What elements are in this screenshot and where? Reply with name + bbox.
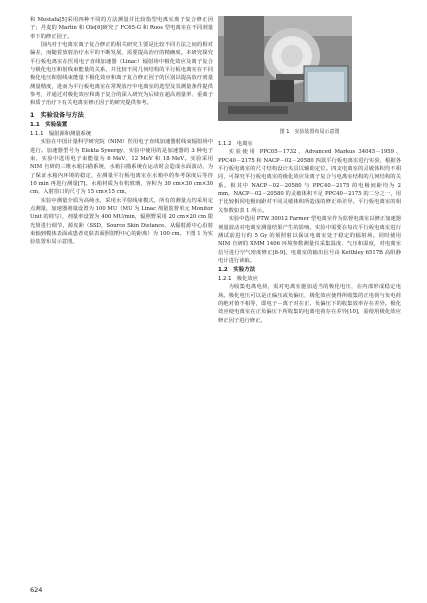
left-column <box>30 16 213 247</box>
paragraph: 实验使用 PPC05－1732、Advanced Markus 34045－1959、PPC40－2175 和 NACP－02－20580 四款平行板电离室进行实验，根据各平行板电离室的尺寸结构设计夹具以辅助定位。四支电离室的灵敏体积均不相同，可探究平行板电离室的极化效应及离子复合与电离室结构的几何结构的关系。相其中 NACP－02－20580 与 PPC40－2175 的电极间距均为 2 mm，NACP－02－20580 的灵敏体积不足 PPC40－2175 的二分之一，用于比较相同电极间距对不同灵敏体积所造成的修正项差异。平行板电离室的相关参数如表 1 所示。 <box>218 149 401 214</box>
subsubsection-heading: 1.1.2 电离室 <box>218 141 253 147</box>
paragraph: 实验中测量介质为高纯水，采用水平射线束模式，所有的测量点均采用定点测量，加速器剂量设置为 100 MU（MU 为 Linac 剂量监督单元 Monitor Unit 的简写），剂量率设置为 400 MU/min，辐照野采用 20 cm×20 cm 限光筒进行调节，源皮距（SSD，Source Skin Distance，从辐射源中心沿射束轴到模体表面或患者皮肤表面照射野中心的距离）为 100 cm。下图 1 为实验装置布局示意图。 <box>30 197 213 246</box>
subsubsection-heading: 1.1.1 辐射源和测量系统 <box>30 130 92 137</box>
right-column <box>218 16 401 325</box>
paragraph: 实验在中国计量科学研究院（NIM）医用电子直线加速器射线束辐射场中进行。加速器型号为 Elekta Synergy，实验中使用的是加速器的 3 种电子束，实验中选用电子束能量为 6 MeV、12 MeV 和 18 MeV。实验采用 NIM 自研的三维水箱扫描系统，水箱扫描系统在运动时会造成水面波动，为了保证水箱内环境的稳定，在测量平行板电离室在水箱中的参考深度后等待 10 min 再进行测量[7]。水箱材质为有机玻璃，容积为 30 cm×30 cm×30 cm，入射窗口的尺寸为 15 cm×15 cm。 <box>30 139 213 196</box>
experimental-setup-photo <box>218 16 352 121</box>
paragraph: 国内对于电离室离子复合修正的相关研究主要是比较不同方法之间的相对偏差，而随着放射治疗水平的不断发展，需要提高治疗的精确度。本研究探究平行板电离室在医用电子直线加速器（Linac）辐射场中极化效应及离子复合与极化电压和射线束能量的关系，并比较不同几何结构的平行板电离室在不同极化电压和射线束能量下极化效应和离子复合修正因子的区别以提高放疗剂量测量精度，进而为平行板电离室在常规放疗中电离室的选型及其测量条件提供参考，并通过对极化效应和离子复合的深入研究为后续在超高剂量率、重离子和质子治疗下有关电离室修正因子的研究提供参考。 <box>30 42 213 107</box>
section-heading: 1 实验设备与方法 <box>30 111 84 119</box>
subsection-heading: 1.2 实验方法 <box>218 267 256 274</box>
subsection-heading: 1.1 实验装置 <box>30 122 68 129</box>
page-number: 624 <box>30 586 43 594</box>
subsubsection-heading: 1.2.1 极化效应 <box>218 275 258 282</box>
paragraph: 为收集电离电荷，需对电离室施加适当的极化电压，在内部形成稳定电场。极化电压可以是正偏压或负偏压，极化效应使得所收集的正电荷与负电荷的绝对值不相等，即电子－离子对在正、负偏压下的收集效率存在差异。极化效应使电离室在正负偏压下所收集的电离电荷存在差异[10]，需使用极化效应修正因子进行修正。 <box>218 284 401 324</box>
figure-caption: 图 1 实验装置布局示意图 <box>279 129 340 135</box>
paragraph: 实验中选用 PTW 30012 Farmer 型电离室作为监督电离室以修正加速器剂量波动对电离室测量结果产生的影响。实验中需要在每次平行板电离室进行测试前进行约 5 Gy 的预照射以保证电离室处于稳定的辐射场。同时使用 NIM 自研的 XMM 1406 环境参数测量仪采集温度、气压和湿度，对电离室信号进行空气密度修正[8-9]。电离室的输出信号由 Keithley 6517B 高阻静电计进行读取。 <box>218 216 401 264</box>
paragraph: 和 Mostafa[5]采用四种不同的方法测量并比较指型电离室离子复合修正因子；丹麦的 Martin 和 Ole[6]研究了 FC65-G 和 Roos 型电离室在不同剂量率下的修正因子。 <box>30 17 213 40</box>
